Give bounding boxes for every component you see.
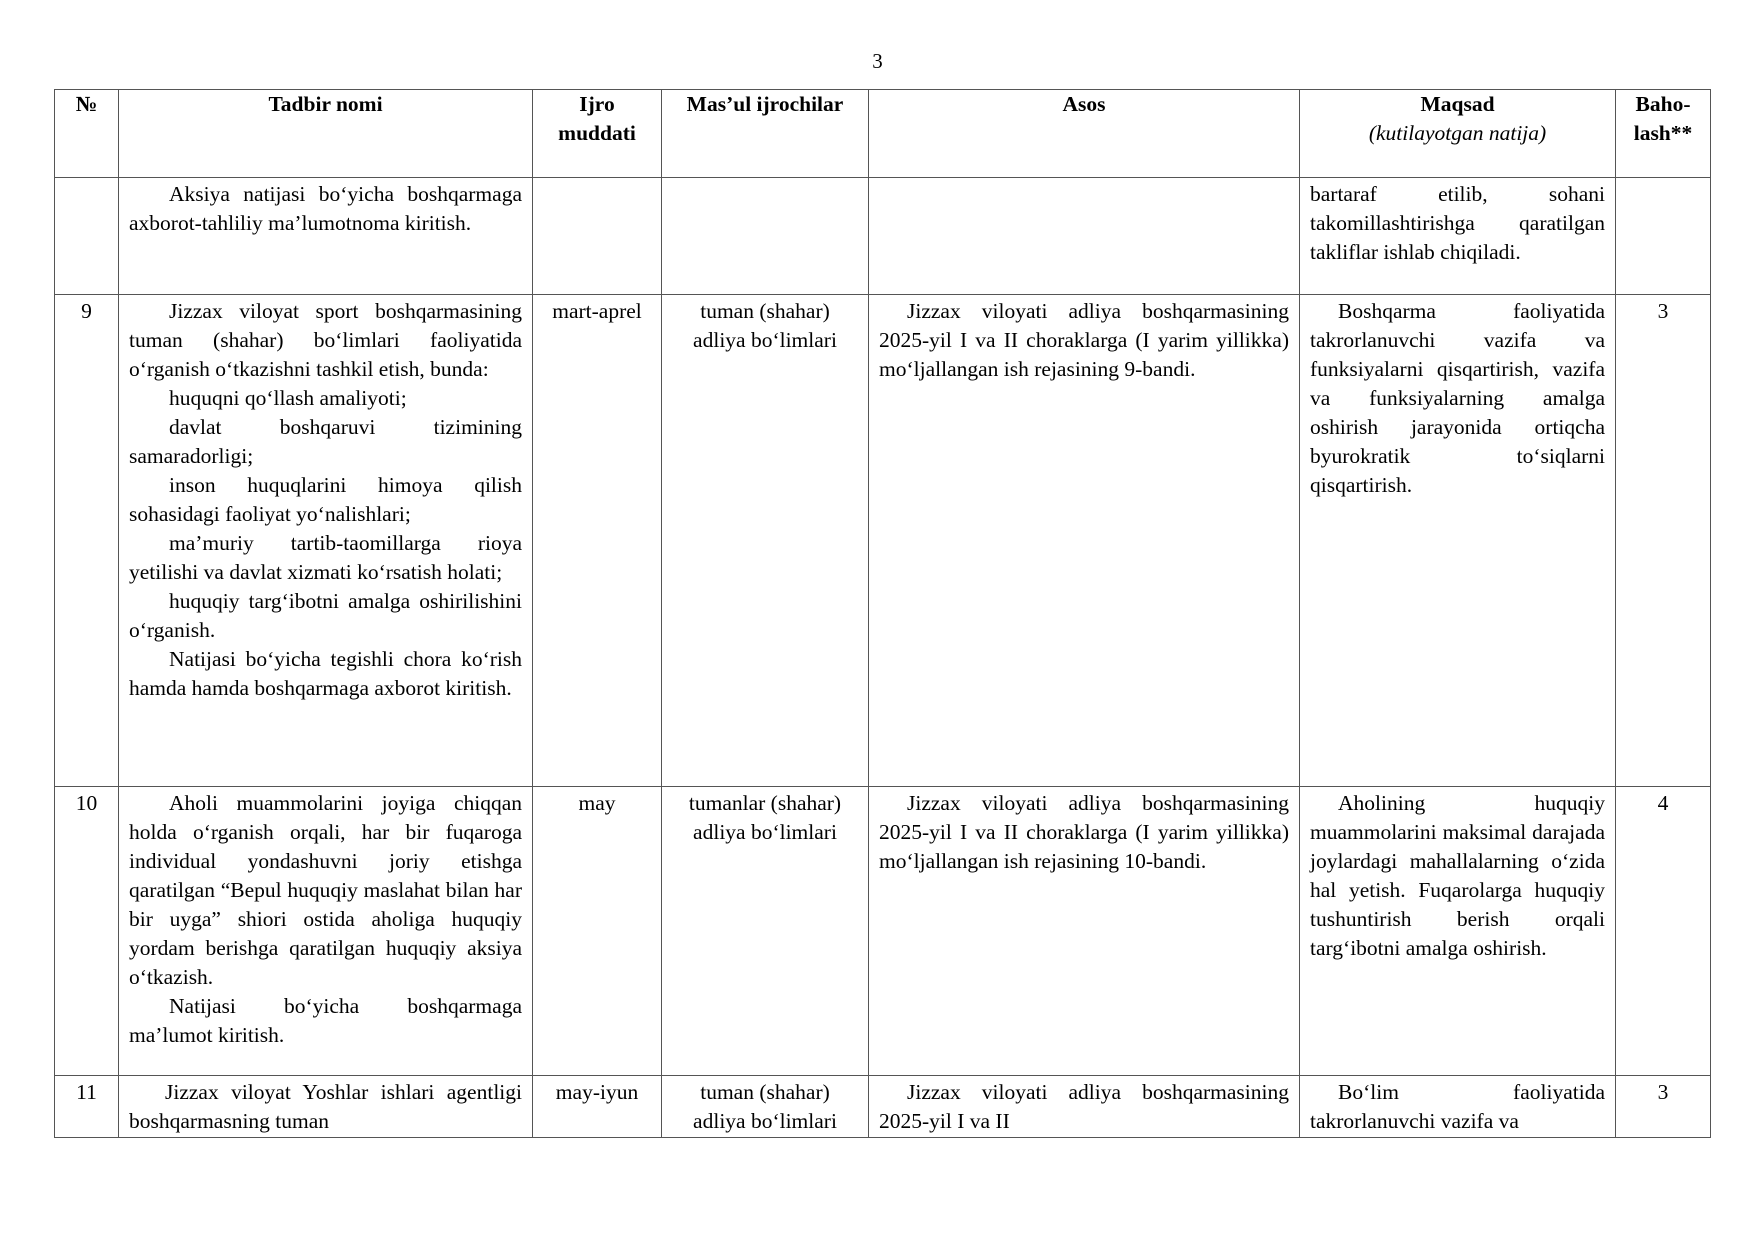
table-row <box>55 1076 1711 1138</box>
tadbir-paragraph: inson huquqlarini himoya qilish sohasidagi faoliyat yo‘nalishlari; <box>129 473 522 526</box>
tadbir-paragraph: Jizzax viloyat Yoshlar ishlari agentligi boshqarmasning tuman <box>129 1080 522 1133</box>
maqsad-paragraph: Aholining huquqiy muammolarini maksimal darajada joylardagi mahallalarning o‘zida hal yetish. Fuqarolarga huquqiy tushuntirish berish orqali targ‘ibotni amalga oshirish. <box>1310 791 1605 960</box>
table-row <box>55 295 1711 787</box>
cell-masul: tuman (shahar) adliya bo‘limlari <box>662 295 869 787</box>
cell-asos <box>869 1076 1300 1138</box>
cell-maqsad <box>1300 787 1616 1076</box>
tadbir-paragraph: huquqiy targ‘ibotni amalga oshirilishini o‘rganish. <box>129 589 522 642</box>
header-baholash: Baho-lash** <box>1616 90 1711 178</box>
table-row <box>55 178 1711 295</box>
cell-tadbir <box>119 1076 533 1138</box>
cell-baho: 3 <box>1616 1076 1711 1138</box>
asos-paragraph: Jizzax viloyati adliya boshqarmasining 2025-yil I va II choraklarga (I yarim yillikka) mo‘ljallangan ish rejasining 9-bandi. <box>879 299 1289 381</box>
cell-ijro: mart-aprel <box>533 295 662 787</box>
cell-baho <box>1616 178 1711 295</box>
tadbir-paragraph: ma’muriy tartib-taomillarga rioya yetilishi va davlat xizmati ko‘rsatish holati; <box>129 531 522 584</box>
cell-ijro: may <box>533 787 662 1076</box>
cell-asos <box>869 178 1300 295</box>
header-maqsad <box>1300 90 1616 178</box>
header-maqsad-subtitle: (kutilayotgan natija) <box>1368 121 1547 145</box>
cell-ijro: may-iyun <box>533 1076 662 1138</box>
plan-table <box>54 89 1711 1138</box>
cell-maqsad <box>1300 178 1616 295</box>
asos-paragraph: Jizzax viloyati adliya boshqarmasining 2025-yil I va II <box>879 1080 1289 1133</box>
cell-num: 11 <box>55 1076 119 1138</box>
tadbir-paragraph: davlat boshqaruvi tizimining samaradorligi; <box>129 415 522 468</box>
header-masul-ijrochilar: Mas’ul ijrochilar <box>662 90 869 178</box>
cell-tadbir <box>119 787 533 1076</box>
header-ijro-muddati <box>533 90 662 178</box>
header-maqsad-title: Maqsad <box>1420 92 1495 116</box>
page-number: 3 <box>872 49 883 73</box>
table-row <box>55 787 1711 1076</box>
cell-masul: tumanlar (shahar) adliya bo‘limlari <box>662 787 869 1076</box>
header-row <box>55 90 1711 178</box>
maqsad-paragraph: Bo‘lim faoliyatida takrorlanuvchi vazifa va <box>1310 1080 1605 1133</box>
tadbir-paragraph: huquqni qo‘llash amaliyoti; <box>169 386 407 410</box>
cell-num: 9 <box>55 295 119 787</box>
maqsad-paragraph: Boshqarma faoliyatida takrorlanuvchi vazifa va funksiyalarni qisqartirish, vazifa va funksiyalarning amalga oshirish jarayonida ortiqcha byurokratik to‘siqlarni qisqartirish. <box>1310 299 1605 497</box>
cell-masul <box>662 178 869 295</box>
header-asos: Asos <box>869 90 1300 178</box>
cell-tadbir <box>119 295 533 787</box>
cell-maqsad <box>1300 295 1616 787</box>
header-ijro-line2: muddati <box>558 121 636 145</box>
cell-asos <box>869 295 1300 787</box>
tadbir-paragraph: Natijasi bo‘yicha tegishli chora ko‘rish hamda hamda boshqarmaga axborot kiritish. <box>129 647 522 700</box>
maqsad-paragraph: bartaraf etilib, sohani takomillashtirishga qaratilgan takliflar ishlab chiqiladi. <box>1310 182 1605 264</box>
tadbir-paragraph: Natijasi bo‘yicha boshqarmaga ma’lumot kiritish. <box>129 994 522 1047</box>
cell-baho: 4 <box>1616 787 1711 1076</box>
tadbir-paragraph: Jizzax viloyat sport boshqarmasining tuman (shahar) bo‘limlari faoliyatida o‘rganish o‘tkazishni tashkil etish, bunda: <box>129 299 522 381</box>
cell-masul: tuman (shahar) adliya bo‘limlari <box>662 1076 869 1138</box>
header-tadbir-nomi: Tadbir nomi <box>119 90 533 178</box>
header-num: № <box>55 90 119 178</box>
cell-maqsad <box>1300 1076 1616 1138</box>
header-ijro-line1: Ijro <box>579 92 615 116</box>
cell-asos <box>869 787 1300 1076</box>
cell-ijro <box>533 178 662 295</box>
asos-paragraph: Jizzax viloyati adliya boshqarmasining 2025-yil I va II choraklarga (I yarim yillikka) mo‘ljallangan ish rejasining 10-bandi. <box>879 791 1289 873</box>
cell-baho: 3 <box>1616 295 1711 787</box>
tadbir-paragraph: Aksiya natijasi bo‘yicha boshqarmaga axborot-tahliliy ma’lumotnoma kiritish. <box>129 182 522 235</box>
cell-num: 10 <box>55 787 119 1076</box>
tadbir-paragraph: Aholi muammolarini joyiga chiqqan holda o‘rganish orqali, har bir fuqaroga individual yondashuvni joriy etishga qaratilgan “Bepul huquqiy maslahat bilan har bir uyga” shiori ostida aholiga huquqiy yordam berishga qaratilgan huquqiy aksiya o‘tkazish. <box>129 791 522 989</box>
cell-num <box>55 178 119 295</box>
cell-tadbir <box>119 178 533 295</box>
